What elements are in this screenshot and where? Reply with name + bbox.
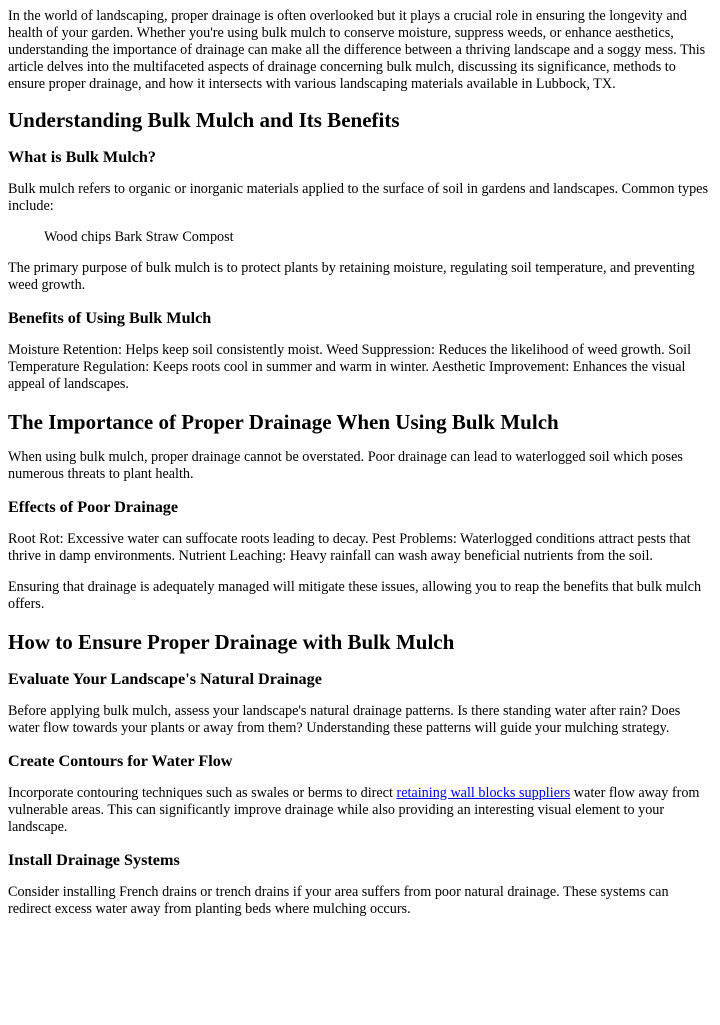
article [0,8,720,918]
paragraph-drainage-intro: When using bulk mulch, proper drainage cannot be overstated. Poor drainage can lead to waterlogged soil which poses numerous threats to plant health. [8,449,683,482]
subheading-install-drainage: Install Drainage Systems [8,851,180,869]
section-heading-ensure-drainage: How to Ensure Proper Drainage with Bulk Mulch [8,630,455,654]
subheading-benefits: Benefits of Using Bulk Mulch [8,309,212,327]
paragraph-bulk-mulch-definition: Bulk mulch refers to organic or inorganic materials applied to the surface of soil in gardens and landscapes. Common types include: [8,181,708,214]
paragraph-contours [8,785,712,836]
section-heading-drainage-importance: The Importance of Proper Drainage When Using Bulk Mulch [8,410,559,434]
subheading-create-contours: Create Contours for Water Flow [8,752,233,770]
paragraph-install-drainage: Consider installing French drains or trench drains if your area suffers from poor natural drainage. These systems can redirect excess water away from planting beds where mulching occurs. [8,884,669,917]
paragraph-contours-text-start: Incorporate contouring techniques such as swales or berms to direct [8,785,397,801]
mulch-types-list: Wood chips Bark Straw Compost [44,229,234,245]
paragraph-benefits: Moisture Retention: Helps keep soil consistently moist. Weed Suppression: Reduces the likelihood of weed growth. Soil Temperature Regulation: Keeps roots cool in summer and warm in winter. Aesthetic Improvement: Enhances the visual appeal of landscapes. [8,342,692,392]
retaining-wall-blocks-link[interactable]: retaining wall blocks suppliers [396,785,571,801]
subheading-effects-poor-drainage: Effects of Poor Drainage [8,498,179,516]
intro-paragraph: In the world of landscaping, proper drainage is often overlooked but it plays a crucial role in ensuring the longevity and health of your garden. Whether you're using bulk mulch to conserve moisture, suppress weeds, or enhance aesthetics, understanding the importance of drainage can make all the difference between a thriving landscape and a soggy mess. This article delves into the multifaceted aspects of drainage concerning bulk mulch, discussing its significance, methods to ensure proper drainage, and how it intersects with various landscaping materials available in Lubbock, TX. [8,8,706,92]
paragraph-contours-text-end: water flow away from vulnerable areas. This can significantly improve drainage while also providing an interesting visual element to your landscape. [8,785,700,835]
paragraph-evaluate: Before applying bulk mulch, assess your landscape's natural drainage patterns. Is there standing water after rain? Does water flow towards your plants or away from them? Understanding these patterns will guide your mulching strategy. [8,703,681,736]
paragraph-effects: Root Rot: Excessive water can suffocate roots leading to decay. Pest Problems: Waterlogged conditions attract pests that thrive in damp environments. Nutrient Leaching: Heavy rainfall can wash away beneficial nutrients from the soil. [8,531,691,564]
subheading-what-is-bulk-mulch: What is Bulk Mulch? [8,148,156,166]
section-heading-bulk-mulch: Understanding Bulk Mulch and Its Benefits [8,108,400,132]
paragraph-mitigation: Ensuring that drainage is adequately managed will mitigate these issues, allowing you to reap the benefits that bulk mulch offers. [8,579,702,612]
paragraph-mulch-purpose: The primary purpose of bulk mulch is to protect plants by retaining moisture, regulating soil temperature, and preventing weed growth. [8,260,695,293]
subheading-evaluate-landscape: Evaluate Your Landscape's Natural Drainage [8,670,322,688]
